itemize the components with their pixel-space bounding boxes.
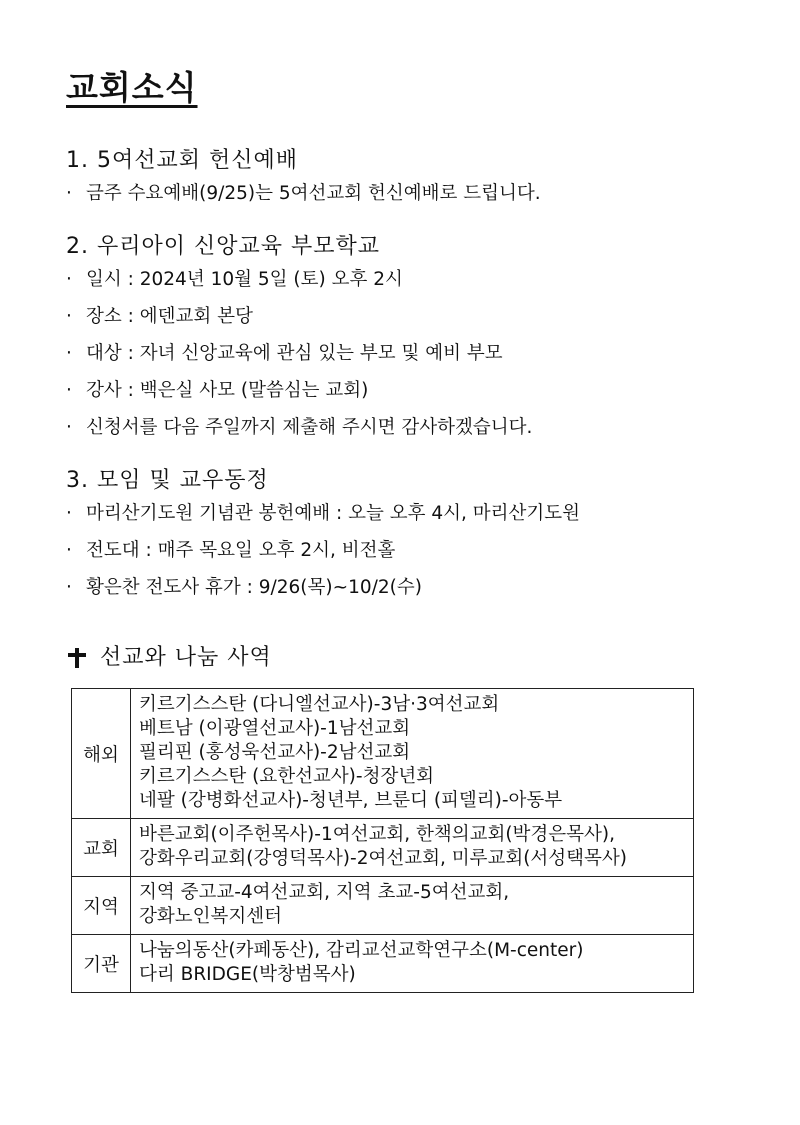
list-item: · 강사 : 백은실 사모 (말씀심는 교회) (66, 380, 369, 401)
category-cell: 교회 (72, 819, 131, 877)
category-cell: 지역 (72, 877, 131, 935)
table-row (72, 819, 694, 877)
content-cell: 키르기스스탄 (다니엘선교사)-3남·3여선교회 베트남 (이광열선교사)-1남선교회 필리핀 (홍성욱선교사)-2남선교회 키르기스스탄 (요한선교사)-청장년회 네팔 (강병화선교사)-청년부, 브룬디 (피델리)-아동부 (131, 689, 694, 819)
table-row (72, 689, 694, 819)
list-item: · 대상 : 자녀 신앙교육에 관심 있는 부모 및 예비 부모 (66, 343, 503, 364)
section-heading: 1. 5여선교회 헌신예배 (66, 148, 298, 173)
list-item: · 일시 : 2024년 10월 5일 (토) 오후 2시 (66, 269, 403, 290)
section-parent-school (66, 232, 766, 453)
section-meetings-news (66, 466, 766, 613)
list-item: · 장소 : 에덴교회 본당 (66, 306, 253, 327)
cross-icon (66, 646, 88, 670)
list-item: · 마리산기도원 기념관 봉헌예배 : 오늘 오후 4시, 마리산기도원 (66, 503, 580, 524)
list-item: · 전도대 : 매주 목요일 오후 2시, 비전홀 (66, 540, 396, 561)
content-cell: 나눔의동산(카페동산), 감리교선교학연구소(M-center) 다리 BRIDGE(박창범목사) (131, 935, 694, 993)
content-cell: 지역 중고교-4여선교회, 지역 초교-5여선교회, 강화노인복지센터 (131, 877, 694, 935)
mission-title: 선교와 나눔 사역 (66, 643, 272, 673)
section-heading: 3. 모임 및 교우동정 (66, 468, 269, 493)
page-title: 교회소식 (66, 68, 198, 107)
mission-table (71, 688, 694, 993)
category-cell: 기관 (72, 935, 131, 993)
section-devotion-service (66, 146, 766, 219)
category-cell: 해외 (72, 689, 131, 819)
content-cell: 바른교회(이주헌목사)-1여선교회, 한책의교회(박경은목사), 강화우리교회(강영덕목사)-2여선교회, 미루교회(서성택목사) (131, 819, 694, 877)
table-row (72, 877, 694, 935)
list-item: · 황은찬 전도사 휴가 : 9/26(목)~10/2(수) (66, 577, 422, 598)
table-row (72, 935, 694, 993)
list-item: · 신청서를 다음 주일까지 제출해 주시면 감사하겠습니다. (66, 417, 533, 438)
section-heading: 2. 우리아이 신앙교육 부모학교 (66, 234, 380, 259)
list-item: · 금주 수요예배(9/25)는 5여선교회 헌신예배로 드립니다. (66, 183, 541, 204)
